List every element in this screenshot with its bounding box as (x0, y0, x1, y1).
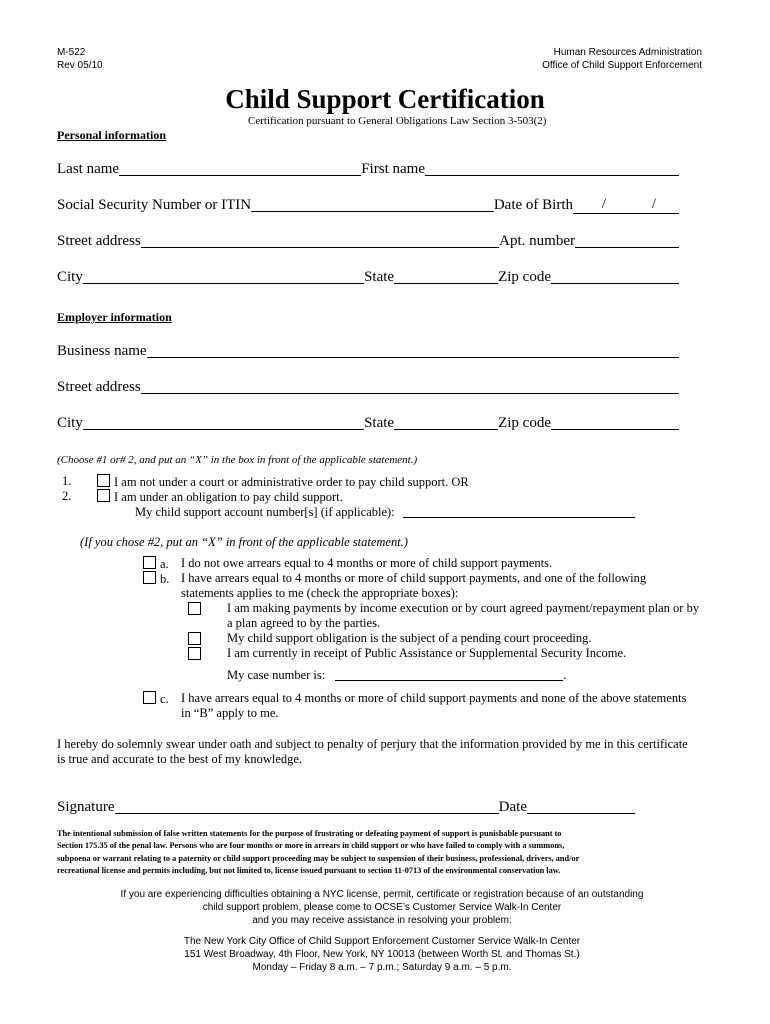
option-a (143, 556, 169, 572)
item-2 (97, 489, 343, 505)
city-row (57, 264, 679, 286)
dob-label: Date of Birth (493, 197, 573, 213)
notice-line: If you are experiencing difficulties obtaining a NYC license, permit, certificate or registration because of an outstanding (120, 889, 644, 900)
option-b-text-line-1: I have arrears equal to 4 months or more of child support payments, and one of the following (181, 571, 647, 585)
case-number-end: . (563, 668, 567, 682)
employer-state-field[interactable] (394, 413, 498, 430)
legal-line: subpoena or warrant relating to a paternity or child support proceeding may be subject to suspension of their business, professional, drivers, and/or (57, 853, 580, 863)
employer-zip-label: Zip code (498, 415, 551, 431)
option-b (143, 571, 169, 587)
form-number: M-522 (57, 47, 86, 58)
case-number-label: My case number is: (227, 668, 326, 682)
zip-code-field[interactable] (551, 267, 679, 284)
option-c (143, 691, 169, 707)
sub-1-text-line-2: a plan agreed to by the parties. (227, 616, 381, 630)
office-name: Office of Child Support Enforcement (542, 60, 702, 71)
item-1-number: 1. (62, 474, 72, 488)
state-field[interactable] (394, 267, 498, 284)
state-label: State (364, 269, 395, 285)
option-a-label: a. (160, 557, 169, 571)
personal-info-heading: Personal information (57, 128, 166, 142)
employer-city-row (57, 410, 679, 432)
office-info (57, 935, 707, 974)
option-a-checkbox[interactable] (143, 556, 156, 569)
office-line: 151 West Broadway, 4th Floor, New York, NY 10013 (between Worth St. and Thomas St.) (184, 949, 580, 960)
option-c-text-line-2: in “B” apply to me. (181, 706, 279, 720)
legal-line: The intentional submission of false written statements for the purpose of frustrating or defeating payment of support is punishable pursuant to (57, 829, 562, 838)
date-field[interactable] (527, 797, 635, 814)
employer-info-heading: Employer information (57, 310, 172, 324)
assistance-notice (57, 888, 707, 927)
sub-2-checkbox[interactable] (188, 632, 201, 645)
legal-line: Section 175.35 of the penal law. Persons who are four months or more in arrears in child support or who have failed to comply with a summons, (57, 841, 565, 851)
signature-label: Signature (57, 799, 115, 815)
sub-1-text-line-1: I am making payments by income execution or by court agreed payment/repayment plan or by (227, 601, 700, 615)
notice-line: child support problem, please come to OCSE’s Customer Service Walk-In Center (202, 902, 562, 913)
employer-state-label: State (364, 415, 395, 431)
agency-name: Human Resources Administration (553, 47, 702, 58)
ssn-label: Social Security Number or ITIN (57, 197, 252, 213)
last-name-label: Last name (57, 161, 120, 177)
legal-line: recreational license and permits including, but not limited to, license issued pursuant to section 11-0713 of the environmental conservation law. (57, 866, 561, 876)
city-field[interactable] (83, 267, 364, 284)
option-b-label: b. (160, 572, 170, 586)
option-a-text: I do not owe arrears equal to 4 months or more of child support payments. (181, 556, 553, 570)
employer-city-field[interactable] (83, 413, 364, 430)
option-c-checkbox[interactable] (143, 691, 156, 704)
sub-1-checkbox[interactable] (188, 602, 201, 615)
street-address-label: Street address (57, 233, 141, 249)
office-line: The New York City Office of Child Support Enforcement Customer Service Walk-In Center (183, 936, 581, 947)
item-2-number: 2. (62, 489, 72, 503)
option-c-label: c. (160, 692, 169, 706)
first-name-field[interactable] (425, 159, 679, 176)
item-1-text: I am not under a court or administrative order to pay child support. OR (114, 475, 469, 489)
account-number-label: My child support account number[s] (if applicable): (135, 505, 395, 519)
oath-line-2: is true and accurate to the best of my knowledge. (57, 752, 303, 766)
ssn-field[interactable] (251, 195, 494, 212)
employer-street-label: Street address (57, 379, 141, 395)
sub-2-text: My child support obligation is the subject of a pending court proceeding. (227, 631, 592, 645)
employer-zip-field[interactable] (551, 413, 679, 430)
item-2-text: I am under an obligation to pay child support. (114, 490, 343, 504)
account-number-row (135, 505, 635, 520)
business-row (57, 338, 679, 360)
employer-street-row (57, 374, 679, 396)
date-label: Date (498, 799, 527, 815)
employer-city-label: City (57, 415, 83, 431)
form-revision: Rev 05/10 (57, 60, 103, 71)
choice-instruction: (Choose #1 or# 2, and put an “X” in the box in front of the applicable statement.) (57, 454, 418, 466)
case-number-row (227, 668, 566, 683)
dob-separator: / (601, 196, 607, 212)
account-number-field[interactable] (403, 505, 635, 518)
dob-field[interactable] (573, 195, 679, 214)
business-name-field[interactable] (147, 341, 679, 358)
item-1-checkbox[interactable] (97, 474, 110, 487)
signature-row (57, 794, 635, 816)
zip-code-label: Zip code (498, 269, 551, 285)
option-b-checkbox[interactable] (143, 571, 156, 584)
street-row (57, 228, 679, 250)
option-b-text-line-2: statements applies to me (check the appropriate boxes): (181, 586, 459, 600)
sub-3-checkbox[interactable] (188, 647, 201, 660)
first-name-label: First name (361, 161, 425, 177)
employer-street-field[interactable] (141, 377, 679, 394)
apt-number-label: Apt. number (499, 233, 575, 249)
name-row (57, 156, 679, 178)
page-title: Child Support Certification (225, 84, 545, 114)
street-address-field[interactable] (141, 231, 499, 248)
last-name-field[interactable] (119, 159, 361, 176)
item-2-checkbox[interactable] (97, 489, 110, 502)
sub-3-text: I am currently in receipt of Public Assistance or Supplemental Security Income. (227, 646, 627, 660)
dob-separator: / (651, 196, 657, 212)
oath-line-1: I hereby do solemnly swear under oath and subject to penalty of perjury that the information provided by me in this certificate (57, 737, 688, 751)
case-number-field[interactable] (335, 668, 563, 681)
page-subtitle: Certification pursuant to General Obligations Law Section 3-503(2) (248, 115, 547, 127)
legal-notice (57, 828, 707, 878)
apt-number-field[interactable] (575, 231, 679, 248)
choice-2-instruction: (If you chose #2, put an “X” in front of the applicable statement.) (80, 535, 408, 549)
city-label: City (57, 269, 83, 285)
business-name-label: Business name (57, 343, 147, 359)
item-1 (97, 474, 469, 490)
office-line: Monday – Friday 8 a.m. – 7 p.m.; Saturday 9 a.m. – 5 p.m. (252, 962, 512, 973)
ssn-row (57, 192, 679, 214)
option-c-text-line-1: I have arrears equal to 4 months or more of child support payments and none of the above statements (181, 691, 687, 705)
signature-field[interactable] (115, 797, 499, 814)
notice-line: and you may receive assistance in resolving your problem: (252, 915, 512, 926)
